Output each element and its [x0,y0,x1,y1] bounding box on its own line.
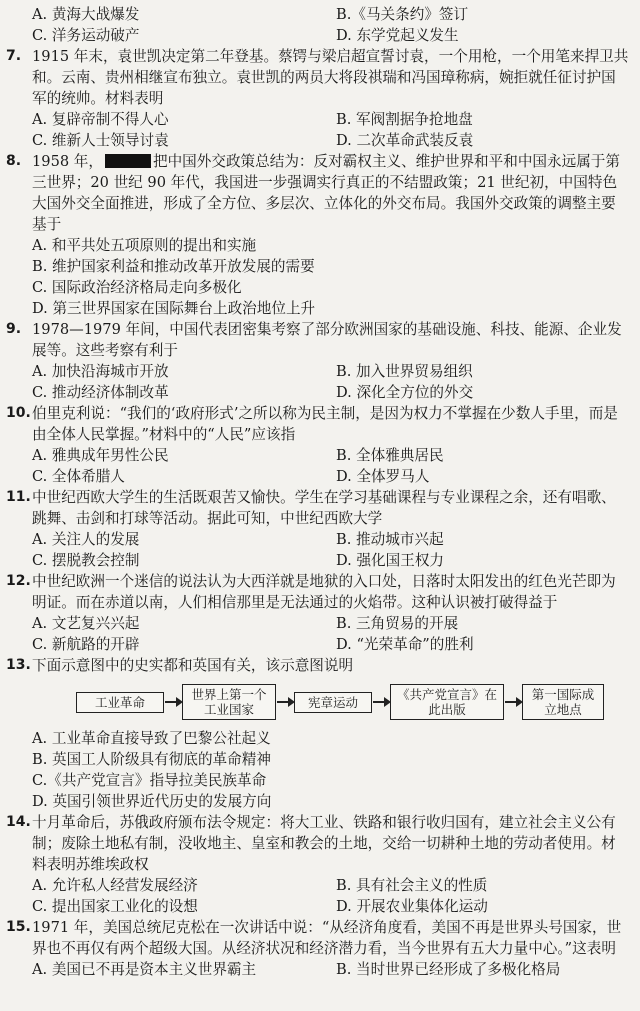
question-stem: 中世纪西欧大学生的生活既艰苦又愉快。学生在学习基础课程与专业课程之余，还有唱歌、跳舞、击剑和打球等活动。据此可知，中世纪西欧大学 [32,489,616,527]
question-stem: 伯里克利说：“我们的‘政府形式’之所以称为民主制，是因为权力不掌握在少数人手里，而是由全体人民掌握。”材料中的“人民”应该指 [32,405,618,443]
question-number: 13. [6,657,31,673]
option-a: A. 和平共处五项原则的提出和实施 [32,237,257,254]
question-13 [0,655,640,812]
option-row [0,529,640,550]
question-12 [0,571,640,655]
option-b: B. 维护国家利益和推动改革开放发展的需要 [32,258,315,275]
question-number: 15. [6,919,31,935]
question-8 [0,151,640,319]
option-d: D. 深化全方位的外交 [336,384,474,401]
option-c: C. 提出国家工业化的设想 [32,898,198,915]
question-number: 7. [6,48,22,64]
question-11 [0,487,640,571]
question-number: 9. [6,321,22,337]
option-b: B. 全体雅典居民 [336,447,444,464]
option-b: B. 英国工人阶级具有彻底的革命精神 [32,751,271,768]
option-c: C. 全体希腊人 [32,468,125,485]
option-d: D. 第三世界国家在国际舞台上政治地位上升 [32,300,316,317]
flow-box-chartist-movement: 宪章运动 [294,692,372,713]
question-9 [0,319,640,403]
option-b: B. 军阀割据争抢地盘 [336,111,473,128]
question-15 [0,917,640,980]
question-number: 8. [6,153,22,169]
option-a: A. 文艺复兴兴起 [32,615,140,632]
option-c: C. 新航路的开辟 [32,636,140,653]
option-a: A. 加快沿海城市开放 [32,363,169,380]
option-b: B. 加入世界贸易组织 [336,363,473,380]
stem-start: 1958 年， [32,153,103,170]
option-a: A. 雅典成年男性公民 [32,447,169,464]
arrow-icon [165,701,181,703]
option-d: D. 二次革命武装反袁 [336,132,474,149]
option-row [0,959,640,980]
option-a: A. 工业革命直接导致了巴黎公社起义 [32,730,271,747]
option-a: A. 美国已不再是资本主义世界霸主 [32,961,257,978]
flow-box-industrial-revolution: 工业革命 [76,692,164,713]
flow-box-first-industrial-nation: 世界上第一个工业国家 [182,684,276,720]
option-row [0,109,640,130]
option-c: C. 摆脱教会控制 [32,552,140,569]
option-c: C. 国际政治经济格局走向多极化 [32,279,242,296]
option-b: B.《马关条约》签订 [336,6,469,23]
question-7 [0,46,640,151]
flow-box-first-international: 第一国际成立地点 [522,684,604,720]
arrow-icon [373,701,389,703]
option-b: B. 推动城市兴起 [336,531,444,548]
option-row [0,382,640,403]
option-d: D. 全体罗马人 [336,468,430,485]
option-c: C. 维新人士领导讨袁 [32,132,169,149]
option-a: A. 黄海大战爆发 [32,6,140,23]
option-a: A. 复辟帝制不得人心 [32,111,169,128]
stem-end: 把中国外交政策总结为：反对霸权主义、维护世界和平和中国永远属于第三世界；20 世纪 90 年代，我国进一步强调实行真正的不结盟政策；21 世纪初，中国特色大国外交全面推进，形成了全方位、多层次、立体化的外交布局。我国外交政策的调整主要基于 [32,153,620,233]
option-a: A. 关注人的发展 [32,531,140,548]
option-b: B. 三角贸易的开展 [336,615,459,632]
option-row [0,875,640,896]
option-row [0,550,640,571]
question-number: 12. [6,573,31,589]
question-10 [0,403,640,487]
option-c: C. 推动经济体制改革 [32,384,169,401]
flow-box-communist-manifesto: 《共产党宣言》在此出版 [390,684,504,720]
question-stem: 下面示意图中的史实都和英国有关，该示意图说明 [32,657,354,674]
option-row [0,25,640,46]
option-row [0,634,640,655]
option-c: C.《共产党宣言》指导拉美民族革命 [32,772,267,789]
option-row [0,466,640,487]
option-row [0,896,640,917]
option-row [0,4,640,25]
option-d: D. 英国引领世界近代历史的发展方向 [32,793,272,810]
question-number: 14. [6,814,31,830]
question-stem: 中世纪欧洲一个迷信的说法认为大西洋就是地狱的入口处，日落时太阳发出的红色光芒即为明证。而在赤道以南，人们相信那里是无法通过的火焰带。这种认识被打破得益于 [32,573,616,611]
option-row [0,130,640,151]
question-stem: 1971 年，美国总统尼克松在一次讲话中说：“从经济角度看，美国不再是世界头号国家，世界也不再仅有两个超级大国。从经济状况和经济潜力看，当今世界有五大力量中心。”这表明 [32,919,622,957]
option-d: D. 开展农业集体化运动 [336,898,488,915]
flow-diagram [0,678,640,726]
option-row [0,613,640,634]
question-14 [0,812,640,917]
option-d: D. “光荣革命”的胜利 [336,636,474,653]
option-c: C. 洋务运动破产 [32,27,140,44]
option-d: D. 东学党起义发生 [336,27,459,44]
question-number: 10. [6,405,31,421]
redaction-bar [105,154,151,168]
question-stem [0,151,640,235]
option-b: B. 具有社会主义的性质 [336,877,488,894]
option-a: A. 允许私人经营发展经济 [32,877,198,894]
arrow-icon [505,701,521,703]
question-stem: 1915 年末，袁世凯决定第二年登基。蔡锷与梁启超宣誓讨袁，一个用枪，一个用笔来捍卫共和。云南、贵州相继宣布独立。袁世凯的两员大将段祺瑞和冯国璋称病，婉拒就任征讨护国军的统帅。材料表明 [32,48,629,107]
option-row [0,445,640,466]
option-b: B. 当时世界已经形成了多极化格局 [336,961,561,978]
question-stem: 十月革命后，苏俄政府颁布法令规定：将大工业、铁路和银行收归国有，建立社会主义公有制；废除土地私有制，没收地主、皇室和教会的土地，交给一切耕种土地的劳动者使用。材料表明苏维埃政权 [32,814,616,873]
option-d: D. 强化国王权力 [336,552,445,569]
arrow-icon [277,701,293,703]
question-stem: 1978—1979 年间，中国代表团密集考察了部分欧洲国家的基础设施、科技、能源、企业发展等。这些考察有利于 [32,321,622,359]
option-row [0,361,640,382]
question-number: 11. [6,489,31,505]
